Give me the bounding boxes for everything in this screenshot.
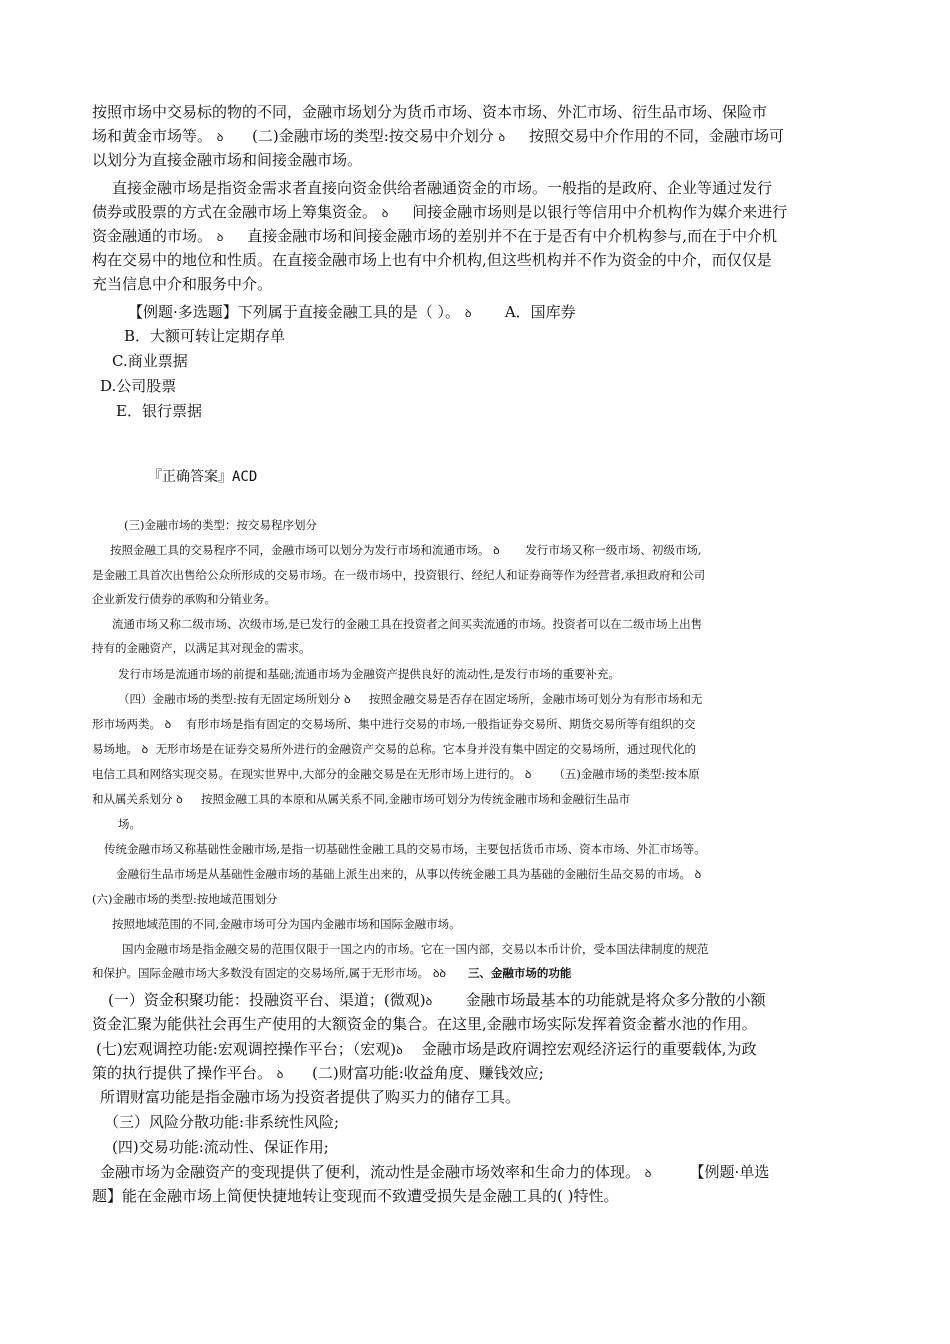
text-line: 金融市场为金融资产的变现提供了便利，流动性是金融市场效率和生命力的体现。 ꝺ 【例题·单选 <box>100 1163 770 1181</box>
text-line: 债券或股票的方式在金融市场上筹集资金。 ꝺ 间接金融市场则是以银行等信用中介机构作为媒介来进行 <box>92 203 788 221</box>
paragraph-mark-icon: ꝺ <box>176 793 183 806</box>
example-question: 【例题·多选题】下列属于直接金融工具的是（ ）。 ꝺ A．国库券 <box>128 303 576 321</box>
text-line: (七)宏观调控功能:宏观调控操作平台；（宏观)ꝺ 金融市场是政府调控宏观经济运行的重要载体,为政 <box>96 1040 757 1058</box>
paragraph-mark-icon: ꝺ <box>344 693 351 706</box>
paragraph-mark-icon: ꝺ <box>432 967 440 980</box>
text-line: 和保护。国际金融市场大多数没有固定的交易场所,属于无形市场。 ꝺꝺ 三、金融市场的功能 <box>92 966 572 980</box>
option-c: C.商业票据 <box>112 352 188 370</box>
correct-answer: 『正确答案』ACD <box>148 469 258 485</box>
text-line: 是金融工具首次出售给公众所形成的交易市场。在一级市场中，投资银行、经纪人和证券商等作为经营者,承担政府和公司 <box>92 568 706 582</box>
text-line: 以划分为直接金融市场和间接金融市场。 <box>92 151 363 169</box>
text-line: 按照地域范围的不同,金融市场可分为国内金融市场和国际金融市场。 <box>112 917 461 931</box>
text-line: 构在交易中的地位和性质。在直接金融市场上也有中介机构,但这些机构并不作为资金的中介，而仅仅是 <box>92 251 772 269</box>
text-line: 流通市场又称二级市场、次级市场,是已发行的金融工具在投资者之间买卖流通的市场。投资者可以在二级市场上出售 <box>112 617 703 631</box>
section-heading: (三)金融市场的类型：按交易程序划分 <box>124 518 317 532</box>
paragraph-mark-icon: ꝺ <box>396 1044 403 1057</box>
paragraph-mark-icon: ꝺ <box>425 995 433 1008</box>
option-d: D.公司股票 <box>100 377 177 395</box>
text-line: 策的执行提供了操作平台。 ꝺ (二)财富功能:收益角度、赚钱效应; <box>92 1064 544 1082</box>
text-line: 所谓财富功能是指金融市场为投资者提供了购买力的储存工具。 <box>100 1088 521 1106</box>
section-title-functions: 三、金融市场的功能 <box>467 966 572 980</box>
option-e: E．银行票据 <box>116 402 202 420</box>
paragraph-mark-icon: ꝺ <box>381 207 389 220</box>
text-line: 持有的金融资产，以满足其对现金的需求。 <box>92 641 311 655</box>
text-line: (四)交易功能:流动性、保证作用; <box>112 1138 329 1156</box>
option-b: B．大额可转让定期存单 <box>124 327 286 345</box>
paragraph-mark-icon: ꝺ <box>216 231 224 244</box>
paragraph-mark-icon: ꝺ <box>216 131 224 144</box>
text-line: 题】能在金融市场上简便快捷地转让变现而不致遭受损失是金融工具的( )特性。 <box>92 1187 619 1205</box>
paragraph-mark-icon: ꝺ <box>439 967 446 980</box>
paragraph-mark-icon: ꝺ <box>276 1068 284 1081</box>
text-line: 金融衍生品市场是从基础性金融市场的基础上派生出来的，从事以传统金融工具为基础的金融衍生品交易的市场。 ꝺ <box>116 867 702 881</box>
paragraph-mark-icon: ꝺ <box>464 307 472 320</box>
text-line: 国内金融市场是指金融交易的范围仅限于一国之内的市场。它在一国内部，交易以本币计价，受本国法律制度的规范 <box>122 942 709 956</box>
paragraph-mark-icon: ꝺ <box>493 544 500 557</box>
text-line: 充当信息中介和服务中介。 <box>92 275 273 293</box>
paragraph-mark-icon: ꝺ <box>141 743 149 756</box>
text-line: 按照市场中交易标的物的不同，金融市场划分为货币市场、资本市场、外汇市场、衍生品市场、保险市 <box>92 103 768 121</box>
text-line: 场和黄金市场等。 ꝺ (二)金融市场的类型:按交易中介划分 ꝺ 按照交易中介作用的不同，金融市场可 <box>92 127 784 145</box>
text-line: 资金融通的市场。 ꝺ 直接金融市场和间接金融市场的差别并不在于是否有中介机构参与,而在于中介机 <box>92 227 778 245</box>
text-line: 形市场两类。 ꝺ 有形市场是指有固定的交易场所、集中进行交易的市场,一般指证券交易所、期货交易所等有组织的交 <box>92 717 696 731</box>
text-line: （三）风险分散功能:非系统性风险; <box>104 1113 340 1131</box>
section-heading: (六)金融市场的类型:按地域范围划分 <box>92 892 278 906</box>
text-line: 发行市场是流通市场的前提和基础;流通市场为金融资产提供良好的流动性,是发行市场的重要补充。 <box>118 667 621 681</box>
text-line: 易场地。 ꝺ 无形市场是在证券交易所外进行的金融资产交易的总称。它本身并没有集中固定的交易场所，通过现代化的 <box>92 742 697 756</box>
text-line: (一）资金积聚功能：投融资平台、渠道；(微观)ꝺ 金融市场最基本的功能就是将众多分散的小额 <box>108 991 766 1009</box>
paragraph-mark-icon: ꝺ <box>498 131 506 144</box>
text-line: （四）金融市场的类型:按有无固定场所划分 ꝺ 按照金融交易是否存在固定场所，金融市场可划分为有形市场和无 <box>118 692 703 706</box>
paragraph-mark-icon: ꝺ <box>164 718 172 731</box>
text-line: 企业新发行债券的承购和分销业务。 <box>92 592 276 606</box>
text-line: 场。 <box>118 817 141 831</box>
text-line: 传统金融市场又称基础性金融市场,是指一切基础性金融工具的交易市场，主要包括货币市场、资本市场、外汇市场等。 <box>104 842 706 856</box>
text-line: 电信工具和网络实现交易。在现实世界中,大部分的金融交易是在无形市场上进行的。 ꝺ （五)金融市场的类型:按本原 <box>92 767 700 781</box>
text-line: 资金汇聚为能供社会再生产使用的大额资金的集合。在这里,金融市场实际发挥着资金蓄水池的作用。 <box>92 1015 757 1033</box>
paragraph-mark-icon: ꝺ <box>524 768 532 781</box>
text-line: 和从属关系划分 ꝺ 按照金融工具的本原和从属关系不同,金融市场可划分为传统金融市场和金融衍生品市 <box>92 792 631 806</box>
paragraph-mark-icon: ꝺ <box>644 1167 652 1180</box>
paragraph-mark-icon: ꝺ <box>694 868 702 881</box>
text-line: 按照金融工具的交易程序不同，金融市场可以划分为发行市场和流通市场。 ꝺ 发行市场又称一级市场、初级市场, <box>110 543 702 557</box>
text-line: 直接金融市场是指资金需求者直接向资金供给者融通资金的市场。一般指的是政府、企业等通过发行 <box>112 179 773 197</box>
